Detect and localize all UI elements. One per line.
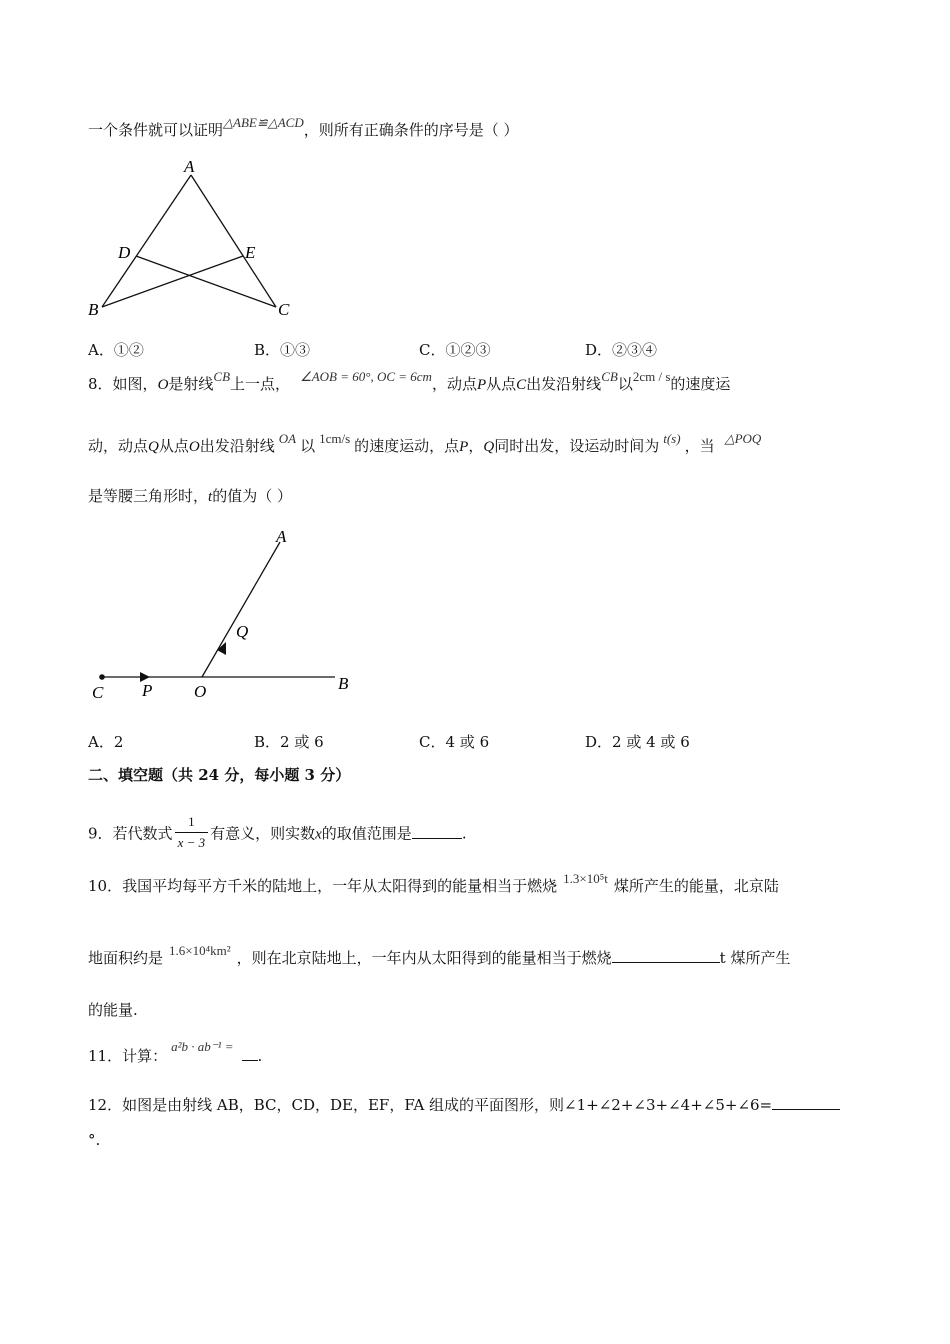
q10-line-2 <box>88 943 791 969</box>
var-P: P <box>459 439 469 455</box>
text: ，当 <box>684 437 715 455</box>
q7-seg-AC <box>191 175 276 307</box>
option-text: ①② <box>113 341 144 359</box>
text: ， <box>468 437 484 455</box>
text: 上一点， <box>230 375 291 393</box>
q7-label-B: B <box>88 300 99 319</box>
q8-label-Q: Q <box>236 622 249 641</box>
q8-option-a <box>88 731 123 752</box>
q12-line-1 <box>88 1095 840 1115</box>
q8-label-C: C <box>92 683 104 702</box>
time-t: t(s) <box>663 431 681 446</box>
text: 出发沿射线 <box>199 437 275 455</box>
q12-answer-blank[interactable] <box>772 1095 840 1110</box>
option-letter: D． <box>585 733 613 751</box>
text: . <box>461 824 467 843</box>
q8-option-c <box>419 731 489 752</box>
option-text: ①②③ <box>445 341 491 359</box>
q7-line <box>88 115 519 141</box>
q10-value-2: 1.6×10⁴km² <box>169 943 231 958</box>
triangle-POQ: △POQ <box>724 431 762 446</box>
text: 是等腰三角形时， <box>88 487 209 505</box>
q11-expression: a²b · ab⁻¹ = <box>171 1039 234 1054</box>
var-O: O <box>157 377 169 393</box>
q8-line-3 <box>88 486 292 507</box>
section-heading: 二、填空题（共 24 分，每小题 3 分） <box>88 766 351 784</box>
option-text: 2 <box>113 733 124 751</box>
q8-point-C <box>99 674 105 680</box>
option-letter: C． <box>419 733 446 751</box>
text: 同时出发，设运动时间为 <box>494 437 660 455</box>
option-text: ①③ <box>280 341 311 359</box>
q10-answer-blank[interactable] <box>612 948 720 963</box>
ray-CB: CB <box>213 369 231 384</box>
text: 以 <box>300 437 316 455</box>
q7-option-a <box>88 339 144 360</box>
text: 计算： <box>122 1047 168 1065</box>
text: 的值为（ ） <box>212 487 292 505</box>
q7-option-d <box>585 339 657 360</box>
q12-line-2: °. <box>88 1131 101 1149</box>
q12-number: 12． <box>88 1096 123 1114</box>
var-x: x <box>315 826 322 843</box>
q8-label-P: P <box>142 681 153 700</box>
fraction-denominator: x − 3 <box>177 835 206 850</box>
q9-fraction <box>175 812 209 853</box>
var-Q: Q <box>483 439 495 455</box>
q7-seg-CD <box>136 256 276 307</box>
text: 地面积约是 <box>88 949 164 967</box>
q11-line <box>88 1039 263 1067</box>
text: 煤所产生的能量，北京陆 <box>613 877 779 895</box>
q7-figure <box>80 155 310 325</box>
q7-prefix: 一个条件就可以证明 <box>88 121 224 139</box>
speed-p: 2cm / s <box>632 369 671 384</box>
q11-number: 11． <box>88 1047 123 1065</box>
text: 如图是由射线 AB，BC，CD，DE，EF，FA 组成的平面图形，则∠1+∠2+∠3+∠4+∠5+∠6= <box>122 1096 773 1114</box>
q7-label-E: E <box>245 243 256 262</box>
q10-line-3: 的能量. <box>88 1001 138 1019</box>
text: 动，动点 <box>88 437 149 455</box>
q7-option-b <box>254 339 310 360</box>
q9-number: 9． <box>88 824 113 843</box>
option-letter: A． <box>88 341 114 359</box>
ray-CB: CB <box>601 369 618 384</box>
q8-label-B: B <box>338 674 349 693</box>
q8-line-1 <box>88 369 731 395</box>
text: 若代数式 <box>112 824 173 843</box>
option-letter: B． <box>254 341 281 359</box>
q8-label-A: A <box>276 527 287 546</box>
var-P: P <box>476 377 487 393</box>
text: 出发沿射线 <box>526 375 602 393</box>
q8-ray-OA <box>202 542 280 677</box>
q7-label-C: C <box>278 300 290 319</box>
q7-seg-AB <box>102 175 191 307</box>
option-letter: D． <box>585 341 613 359</box>
q8-figure <box>80 522 370 707</box>
option-text: 2 或 6 <box>280 733 324 751</box>
q7-congruence: △ABE≌△ACD <box>223 115 304 130</box>
text: 如图， <box>112 375 158 393</box>
text: 从点 <box>158 437 189 455</box>
q8-option-b <box>254 731 324 752</box>
text: ，则在北京陆地上，一年内从太阳得到的能量相当于燃烧 <box>236 949 612 967</box>
fraction-numerator: 1 <box>175 812 209 833</box>
q8-label-O: O <box>194 682 207 701</box>
text: 是射线 <box>168 375 214 393</box>
var-C: C <box>516 377 527 393</box>
q10-number: 10． <box>88 877 123 895</box>
q9-line <box>88 814 467 855</box>
option-text: 2 或 4 或 6 <box>612 733 690 751</box>
text: 的速度运 <box>670 375 731 393</box>
q8-condition: ∠AOB = 60°, OC = 6cm <box>300 369 432 384</box>
var-Q: Q <box>148 439 159 455</box>
q8-option-d <box>585 731 690 752</box>
text: 从点 <box>486 375 517 393</box>
q9-answer-blank[interactable] <box>412 824 462 839</box>
var-O: O <box>188 439 200 455</box>
text: t 煤所产生 <box>719 949 791 967</box>
text: ，动点 <box>431 375 477 393</box>
text: 我国平均每平方千米的陆地上，一年从太阳得到的能量相当于燃烧 <box>122 877 558 895</box>
q7-label-A: A <box>184 157 195 176</box>
text: 有意义，则实数 <box>210 824 316 843</box>
var-t: t <box>208 489 213 505</box>
q10-value-1: 1.3×10⁵t <box>563 871 608 886</box>
q11-answer-blank[interactable] <box>242 1046 258 1061</box>
q8-number: 8． <box>88 375 113 393</box>
text: 的取值范围是 <box>321 824 412 843</box>
ray-OA: OA <box>278 431 297 446</box>
option-letter: C． <box>419 341 446 359</box>
q8-line-2 <box>88 431 762 457</box>
speed-q: 1cm/s <box>319 431 351 446</box>
option-letter: B． <box>254 733 281 751</box>
q7-suffix: ，则所有正确条件的序号是（ ） <box>303 121 519 139</box>
q7-seg-BE <box>102 256 243 307</box>
text: 以 <box>617 375 633 393</box>
q10-line-1 <box>88 871 779 897</box>
text: . <box>257 1047 263 1065</box>
option-letter: A． <box>88 733 114 751</box>
q7-option-c <box>419 339 491 360</box>
option-text: 4 或 6 <box>445 733 490 751</box>
option-text: ②③④ <box>612 341 658 359</box>
text: 的速度运动，点 <box>354 437 460 455</box>
q7-label-D: D <box>118 243 131 262</box>
